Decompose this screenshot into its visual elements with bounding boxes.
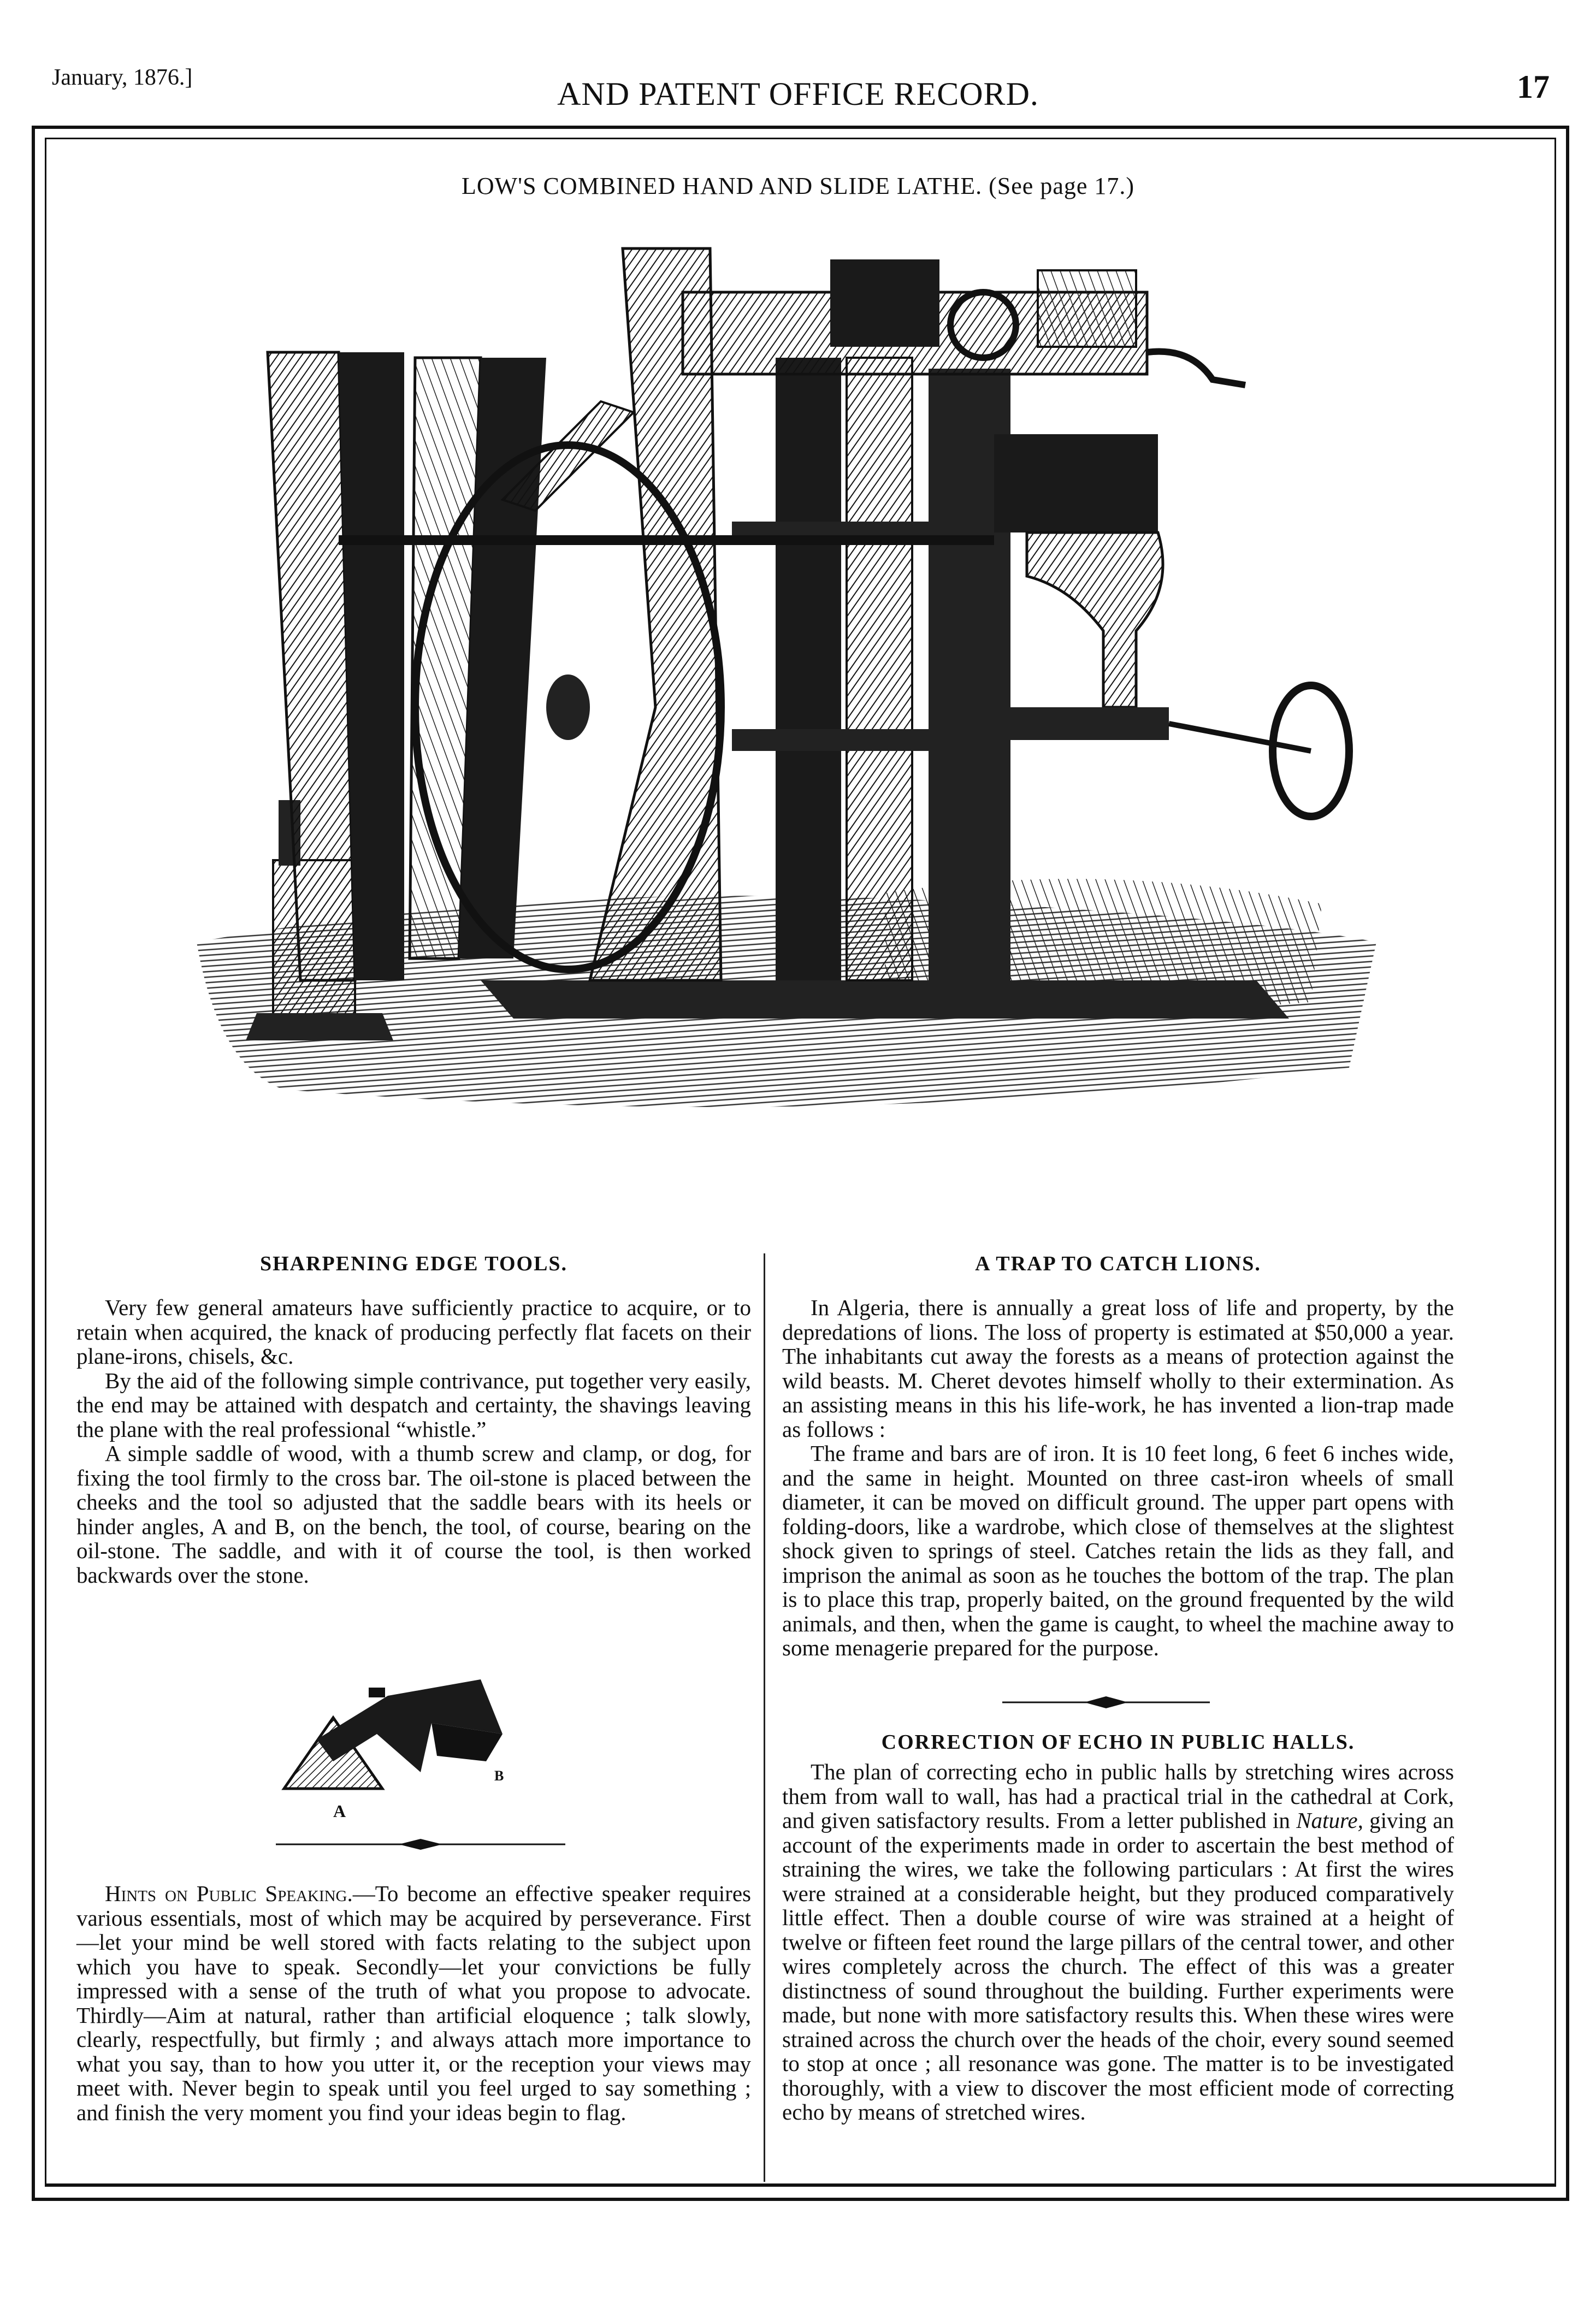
running-head-date: January, 1876.] bbox=[52, 65, 193, 90]
paragraph bbox=[782, 1760, 1454, 2124]
paragraph: Very few general amateurs have sufficiently practice to acquire, or to retain when acquired, the knack of producing perfectly flat facets on their plane-irons, chisels, &c. bbox=[76, 1295, 751, 1369]
article-trap-body bbox=[782, 1295, 1454, 1660]
paragraph: In Algeria, there is annually a great loss of life and property, by the depredations of lions. The loss of property is estimated at $50,000 a year. The inhabitants cut away the forests as a means of protection against the wild beasts. M. Cheret devotes himself wholly to their extermination. As an assisting means in this his life-work, he has invented a lion-trap made as follows : bbox=[782, 1295, 1454, 1442]
echo-text-part: giving an account of the experiments made in order to ascertain the best method of straining the wires, we take the following particulars : At first the wires were strained at a considerable height, but they produced comparatively little effect. Then a double course of wire was strained at a height of twelve or fifteen feet round the large pillars of the central tower, and other wires completely across the church. The effect of this was a greater distinctness of sound throughout the building. Further experiments were made, but none with more satisfactory results this. When these wires were strained across the church over the heads of the choir, every sound seemed to stop at once ; all resonance was gone. The matter is to be investigated thoroughly, with a view to discover the most efficient mode of correcting echo by means of stretched wires. bbox=[782, 1808, 1454, 2124]
paragraph bbox=[76, 1881, 751, 2124]
ornamental-divider bbox=[1002, 1694, 1210, 1711]
article-sharpening-body bbox=[76, 1295, 751, 1587]
illustration-caption: LOW'S COMBINED HAND AND SLIDE LATHE. (See page 17.) bbox=[461, 173, 1135, 199]
article-hints-body bbox=[76, 1881, 751, 2124]
page-number: 17 bbox=[1517, 69, 1550, 105]
ornamental-divider bbox=[276, 1836, 565, 1853]
heading-sharpening-edge-tools: SHARPENING EDGE TOOLS. bbox=[259, 1252, 568, 1275]
saddle-label-a: A bbox=[333, 1801, 346, 1821]
article-echo-body bbox=[782, 1760, 1454, 2124]
paragraph: A simple saddle of wood, with a thumb screw and clamp, or dog, for fixing the tool firmly to the cross bar. The oil-stone is placed between the cheeks and the tool so adjusted that the saddle bears with its heels or hinder angles, A and B, on the bench, the tool, of course, bearing on the oil-stone. The saddle, and with it of course the tool, is then worked backwards over the stone. bbox=[76, 1441, 751, 1588]
hints-lead: Hints on Public Speaking. bbox=[105, 1881, 353, 1906]
paragraph: The frame and bars are of iron. It is 10 feet long, 6 feet 6 inches wide, and the same in height. Mounted on three cast-iron wheels of small diameter, it can be moved on difficult ground. The upper part opens with folding-doors, like a wardrobe, which close of themselves at the slightest shock given to springs of steel. Catches retain the lids as they fall, and imprison the animal as soon as he touches the bottom of the trap. The plan is to place this trap, properly baited, on the ground frequented by the wild animals, and then, when the game is caught, to wheel the machine away to some menagerie prepared for the purpose. bbox=[782, 1441, 1454, 1660]
hints-text: —To become an effective speaker requires various essentials, most of which may be acquired by perseverance. First—let your mind be well stored with facts relating to the subject upon which you have to speak. Secondly—let your convictions be fully impressed with a sense of the truth of what you propose to advocate. Thirdly—Aim at natural, rather than artificial eloquence ; talk slowly, clearly, respectfully, but firmly ; and always attach more importance to what you say, than to how you utter it, or the reception your views may meet with. Never begin to speak until you feel urged to say something ; and finish the very moment you find your ideas begin to flag. bbox=[76, 1881, 751, 2125]
saddle-label-b: B bbox=[494, 1768, 504, 1784]
paragraph: By the aid of the following simple contrivance, put together very easily, the end may be attained with despatch and certainty, the shavings leaving the plane with the real professional “whistle.” bbox=[76, 1368, 751, 1442]
saddle-diagram bbox=[257, 1658, 552, 1827]
running-head-title: AND PATENT OFFICE RECORD. bbox=[557, 76, 1039, 112]
journal-name: Nature, bbox=[1296, 1808, 1363, 1833]
echo-text-part: The plan of correcting echo in public halls by stretching wires across them from wall to wall, has had a practical trial in the cathedral at Cork, and given satisfactory results. From a letter published in bbox=[782, 1759, 1454, 1833]
heading-trap-to-catch-lions: A TRAP TO CATCH LIONS. bbox=[975, 1252, 1261, 1275]
heading-correction-of-echo: CORRECTION OF ECHO IN PUBLIC HALLS. bbox=[881, 1731, 1355, 1754]
lathe-engraving bbox=[175, 216, 1447, 1242]
column-divider bbox=[764, 1253, 765, 2182]
bottom-rule bbox=[45, 2183, 1556, 2185]
